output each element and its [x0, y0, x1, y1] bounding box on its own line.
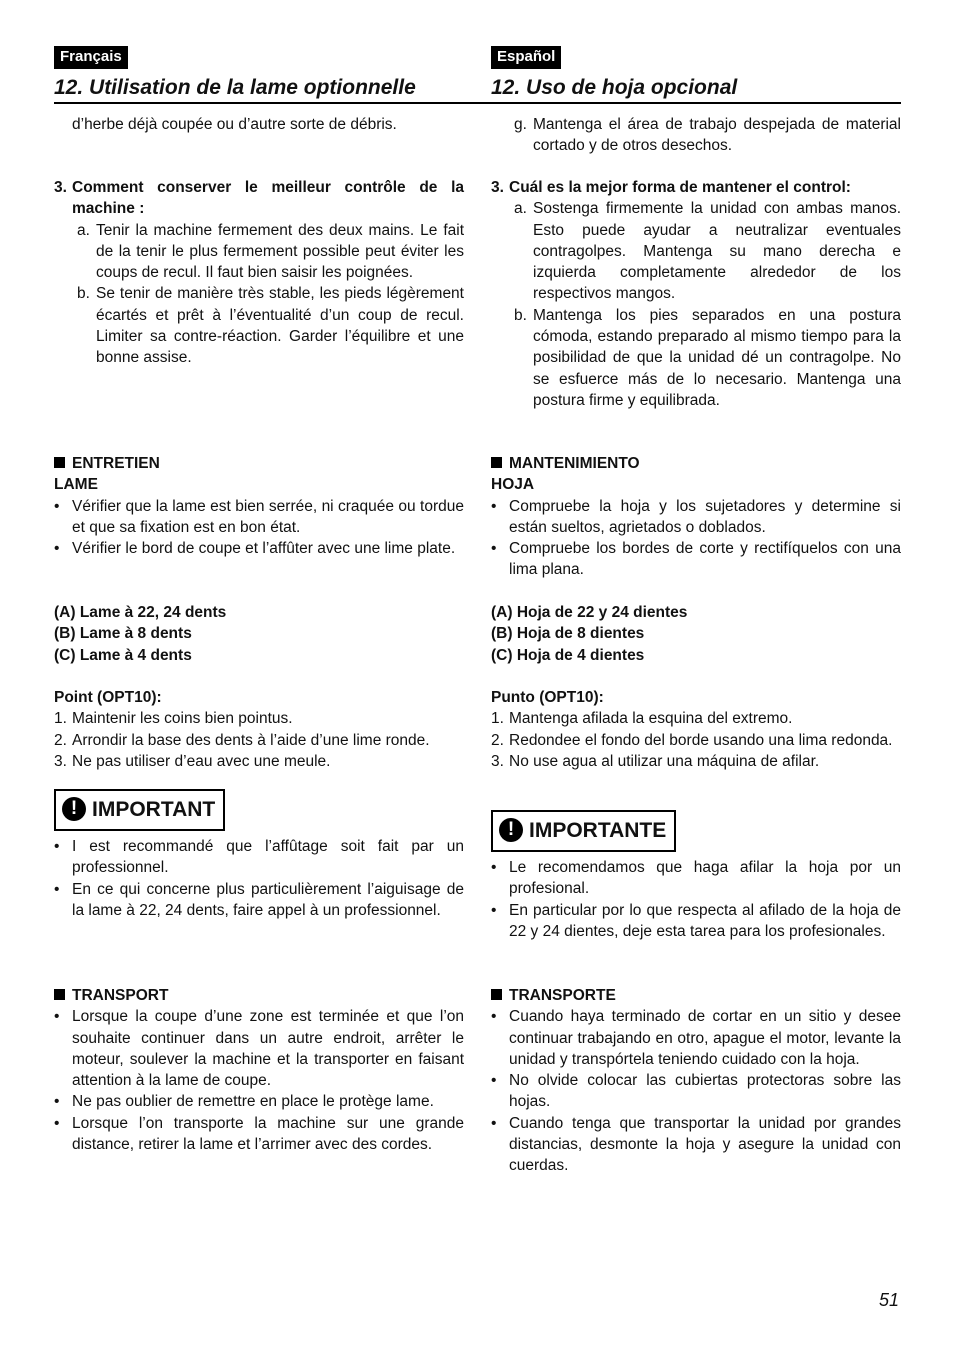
square-bullet-icon [491, 457, 502, 468]
column-french [54, 46, 464, 1154]
list-item: • Compruebe la hoja y los sujetadores y determine si están sueltos, agrietados o doblados. [491, 497, 901, 536]
page-number: 51 [879, 1290, 900, 1310]
list-item: • Compruebe los bordes de corte y rectifíquelos con una lima plana. [491, 540, 901, 579]
blade-type: (C) Lame à 4 dents [54, 646, 192, 664]
blade-type: (A) Lame à 22, 24 dents [54, 604, 227, 621]
control-item-a: a. Tenir la machine fermement des deux mains. Le fait de la tenir le plus fermement possible peut éviter les coups de recul. Il faut bien saisir les poignées. [77, 221, 464, 282]
list-item: • Cuando tenga que transportar la unidad por grandes distancias, desmonte la hoja y asegure la unidad con cuerdas. [491, 1114, 901, 1175]
list-item: 1. Maintenir les coins bien pointus. [54, 710, 293, 728]
list-item: 2. Arrondir la base des dents à l’aide d’une lime ronde. [54, 731, 430, 749]
section-title-french: 12. Utilisation de la lame optionnelle [54, 76, 416, 99]
list-item: • En particular por lo que respecta al afilado de la hoja de 22 y 24 dientes, deje esta tarea para los profesionales. [491, 901, 901, 940]
list-item: • Vérifier le bord de coupe et l’affûter avec une lime plate. [54, 540, 456, 558]
blade-type: (B) Hoja de 8 dientes [491, 625, 645, 643]
list-item: 3. No use agua al utilizar una máquina de afilar. [491, 752, 820, 770]
exclamation-icon: ! [499, 818, 523, 842]
blade-type: (C) Hoja de 4 dientes [491, 646, 645, 664]
control-item-b: b. Se tenir de manière très stable, les pieds légèrement écartés et prêt à l’éventualité d’un coup de recul. Limiter sa contre-réaction. Garder l’équilibre et une bonne assise. [77, 285, 464, 367]
important-list [491, 857, 901, 942]
important-box [491, 810, 901, 852]
list-item: • En ce qui concerne plus particulièrement l’aiguisage de la lame à 22, 24 dents, faire appel à un professionnel. [54, 880, 464, 919]
important-label: IMPORTANT [92, 798, 216, 821]
list-item: 3. Ne pas utiliser d’eau avec une meule. [54, 752, 331, 770]
blade-heading: HOJA [491, 476, 535, 494]
point-heading: Point (OPT10): [54, 689, 162, 706]
list-item: • Le recomendamos que haga afilar la hoja por un profesional. [491, 859, 901, 898]
blade-types [54, 602, 464, 666]
control-heading: 3. Cuál es la mejor forma de mantener el control: [491, 179, 851, 196]
square-bullet-icon [491, 989, 502, 1000]
list-item: 1. Mantenga afilada la esquina del extremo. [491, 710, 793, 728]
blade-type: (B) Lame à 8 dents [54, 625, 192, 643]
control-item-a: a. Sostenga firmemente la unidad con ambas manos. Esto puede ayudar a neutralizar eventuales contragolpes. Mantenga su mano derecha e izquierda completamente alrededor de los respectivos mangos. [514, 200, 901, 303]
language-tag-spanish: Español [491, 46, 561, 69]
square-bullet-icon [54, 457, 65, 468]
column-spanish [491, 46, 901, 1175]
point-section [54, 687, 464, 772]
maintenance-section [491, 453, 901, 581]
workarea-section [491, 114, 901, 157]
control-item-b: b. Mantenga los pies separados en una postura cómoda, estando preparado al mismo tiempo para la posibilidad de que la unidad dé un contragolpe. No se esfuerce más de lo necesario. Mantenga una postura firme y equilibrada. [514, 306, 901, 409]
control-section [54, 177, 464, 369]
important-box [54, 789, 464, 831]
list-item: • No olvide colocar las cubiertas protectoras sobre las hojas. [491, 1072, 901, 1111]
control-heading: 3. Comment conserver le meilleur contrôle de la machine : [54, 179, 464, 218]
transport-section [54, 985, 464, 1155]
transport-section [491, 985, 901, 1177]
list-item: • Ne pas oublier de remettre en place le protège lame. [54, 1093, 434, 1111]
blade-type: (A) Hoja de 22 y 24 dientes [491, 604, 688, 621]
maintenance-section [54, 453, 464, 559]
blade-types [491, 602, 901, 666]
square-bullet-icon [54, 989, 65, 1000]
transport-heading: TRANSPORTE [491, 985, 901, 1006]
transport-heading: TRANSPORT [54, 985, 464, 1006]
blade-heading: LAME [54, 476, 98, 494]
control-section [491, 177, 901, 411]
point-heading: Punto (OPT10): [491, 689, 604, 706]
important-label: IMPORTANTE [529, 819, 667, 842]
list-item: 2. Redondee el fondo del borde usando una lima redonda. [491, 731, 893, 749]
important-list [54, 836, 464, 921]
section-title-spanish: 12. Uso de hoja opcional [491, 76, 738, 99]
intro-text: d’herbe déjà coupée ou d’autre sorte de débris. [72, 116, 397, 133]
control-item-g: g. Mantenga el área de trabajo despejada de material cortado y de otros desechos. [514, 116, 901, 155]
list-item: • Vérifier que la lame est bien serrée, ni craquée ou tordue et que sa fixation est en bon état. [54, 497, 464, 536]
language-tag-french: Français [54, 46, 128, 69]
list-item: • Lorsque l’on transporte la machine sur une grande distance, retirer la lame et l’arrimer avec des cordes. [54, 1114, 464, 1154]
list-item: • I est recommandé que l’affûtage soit fait par un professionnel. [54, 838, 464, 877]
point-section [491, 687, 901, 772]
exclamation-icon: ! [62, 797, 86, 821]
list-item: • Cuando haya terminado de cortar en un sitio y desee continuar trabajando en otro, apague el motor, levante la unidad y transpórtela teniendo cuidado con la hoja. [491, 1008, 901, 1068]
maintenance-heading: MANTENIMIENTO [491, 453, 901, 474]
maintenance-heading: ENTRETIEN [54, 453, 464, 474]
list-item: • Lorsque la coupe d’une zone est terminée et que l’on souhaite continuer dans un autre endroit, arrêter le moteur, soulever la machine et la transporter en faisant attention à la lame de coupe. [54, 1008, 464, 1090]
